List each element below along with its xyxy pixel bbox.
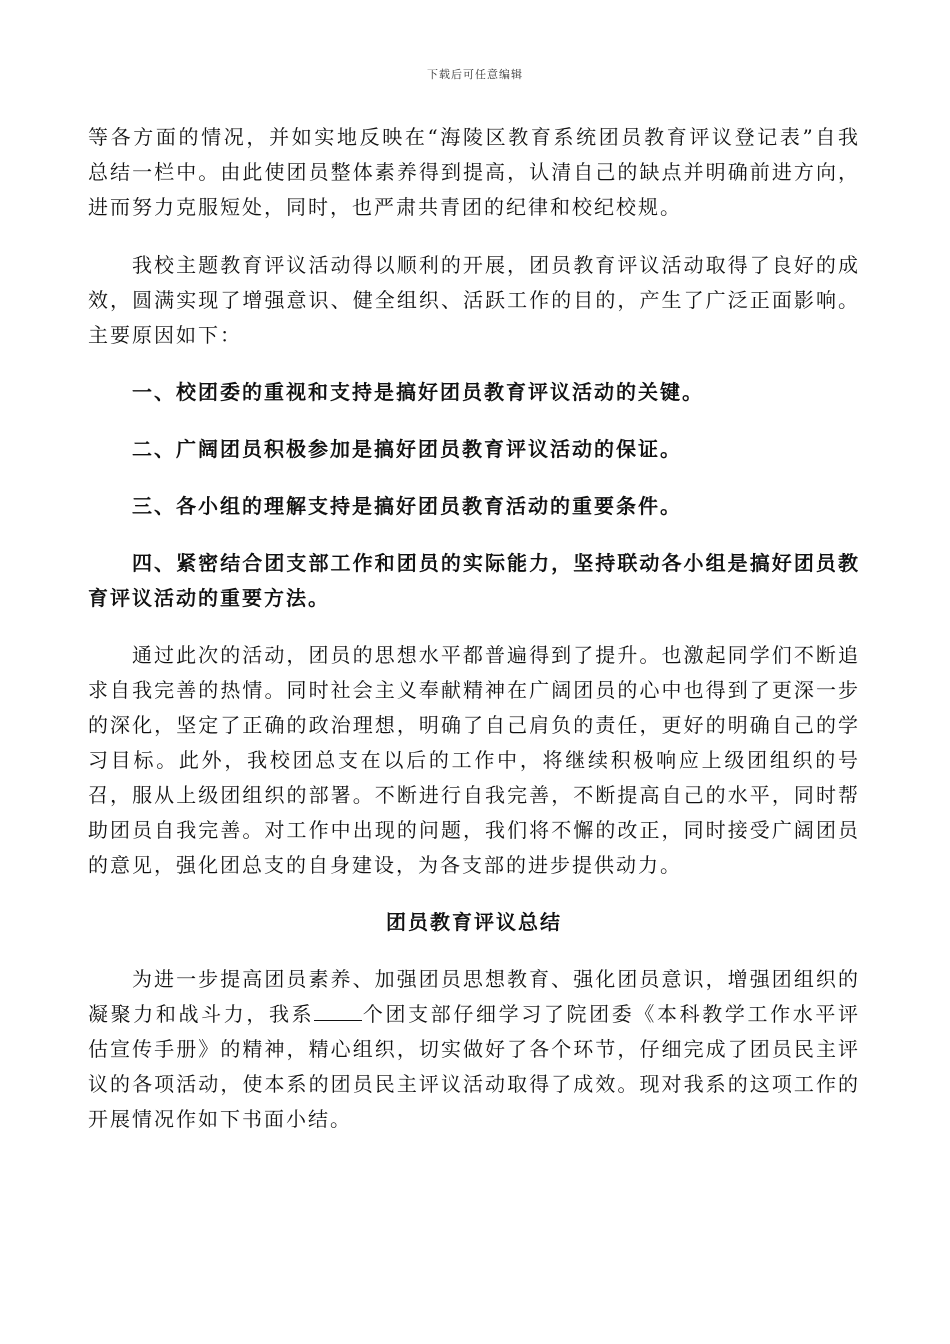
paragraph-results: 我校主题教育评议活动得以顺利的开展，团员教育评议活动取得了良好的成效，圆满实现了增强意识、健全组织、活跃工作的目的，产生了广泛正面影响。主要原因如下：	[88, 253, 860, 347]
paragraph-continued: 等各方面的情况，并如实地反映在“海陵区教育系统团员教育评议登记表”自我总结一栏中。由此使团员整体素养得到提高，认清自己的缺点并明确前进方向，进而努力克服短处，同时，也严肃共青团的纪律和校纪校规。	[88, 125, 860, 219]
key-point-1: 一、校团委的重视和支持是搞好团员教育评议活动的关键。	[132, 380, 704, 404]
page-header: 下载后可任意编辑	[427, 68, 523, 81]
paragraph-summary: 通过此次的活动，团员的思想水平都普遍得到了提升。也激起同学们不断追求自我完善的热情。同时社会主义奉献精神在广阔团员的心中也得到了更深一步的深化，坚定了正确的政治理想，明确了自己肩负的责任，更好的明确自己的学习目标。此外，我校团总支在以后的工作中，将继续积极响应上级团组织的号召，服从上级团组织的部署。不断进行自我完善，不断提高自己的水平，同时帮助团员自我完善。对工作中出现的问题，我们将不懈的改正，同时接受广阔团员的意见，强化团总支的自身建设，为各支部的进步提供动力。	[88, 643, 860, 877]
section-title: 团员教育评议总结	[386, 910, 562, 934]
paragraph-section-intro	[88, 962, 860, 1137]
document-body	[88, 120, 860, 1137]
key-point-4: 四、紧密结合团支部工作和团员的实际能力，坚持联动各小组是搞好团员教育评议活动的重要方法。	[88, 551, 860, 610]
key-point-2: 二、广阔团员积极参加是搞好团员教育评议活动的保证。	[132, 437, 682, 461]
intro-text-before-blank: 为进一步提高团员素养、加强团员思想教育、强化团员意识，增强团组织的凝聚力和战斗力，我系	[88, 967, 860, 1026]
intro-text-after-blank: 个团支部仔细学习了院团委《本科教学工作水平评估宣传手册》的精神，精心组织，切实做好了各个环节，仔细完成了团员民主评议的各项活动，使本系的团员民主评议活动取得了成效。现对我系的这项工作的开展情况作如下书面小结。	[88, 1002, 860, 1131]
key-point-3: 三、各小组的理解支持是搞好团员教育活动的重要条件。	[132, 494, 682, 518]
fill-in-blank	[314, 1002, 362, 1021]
